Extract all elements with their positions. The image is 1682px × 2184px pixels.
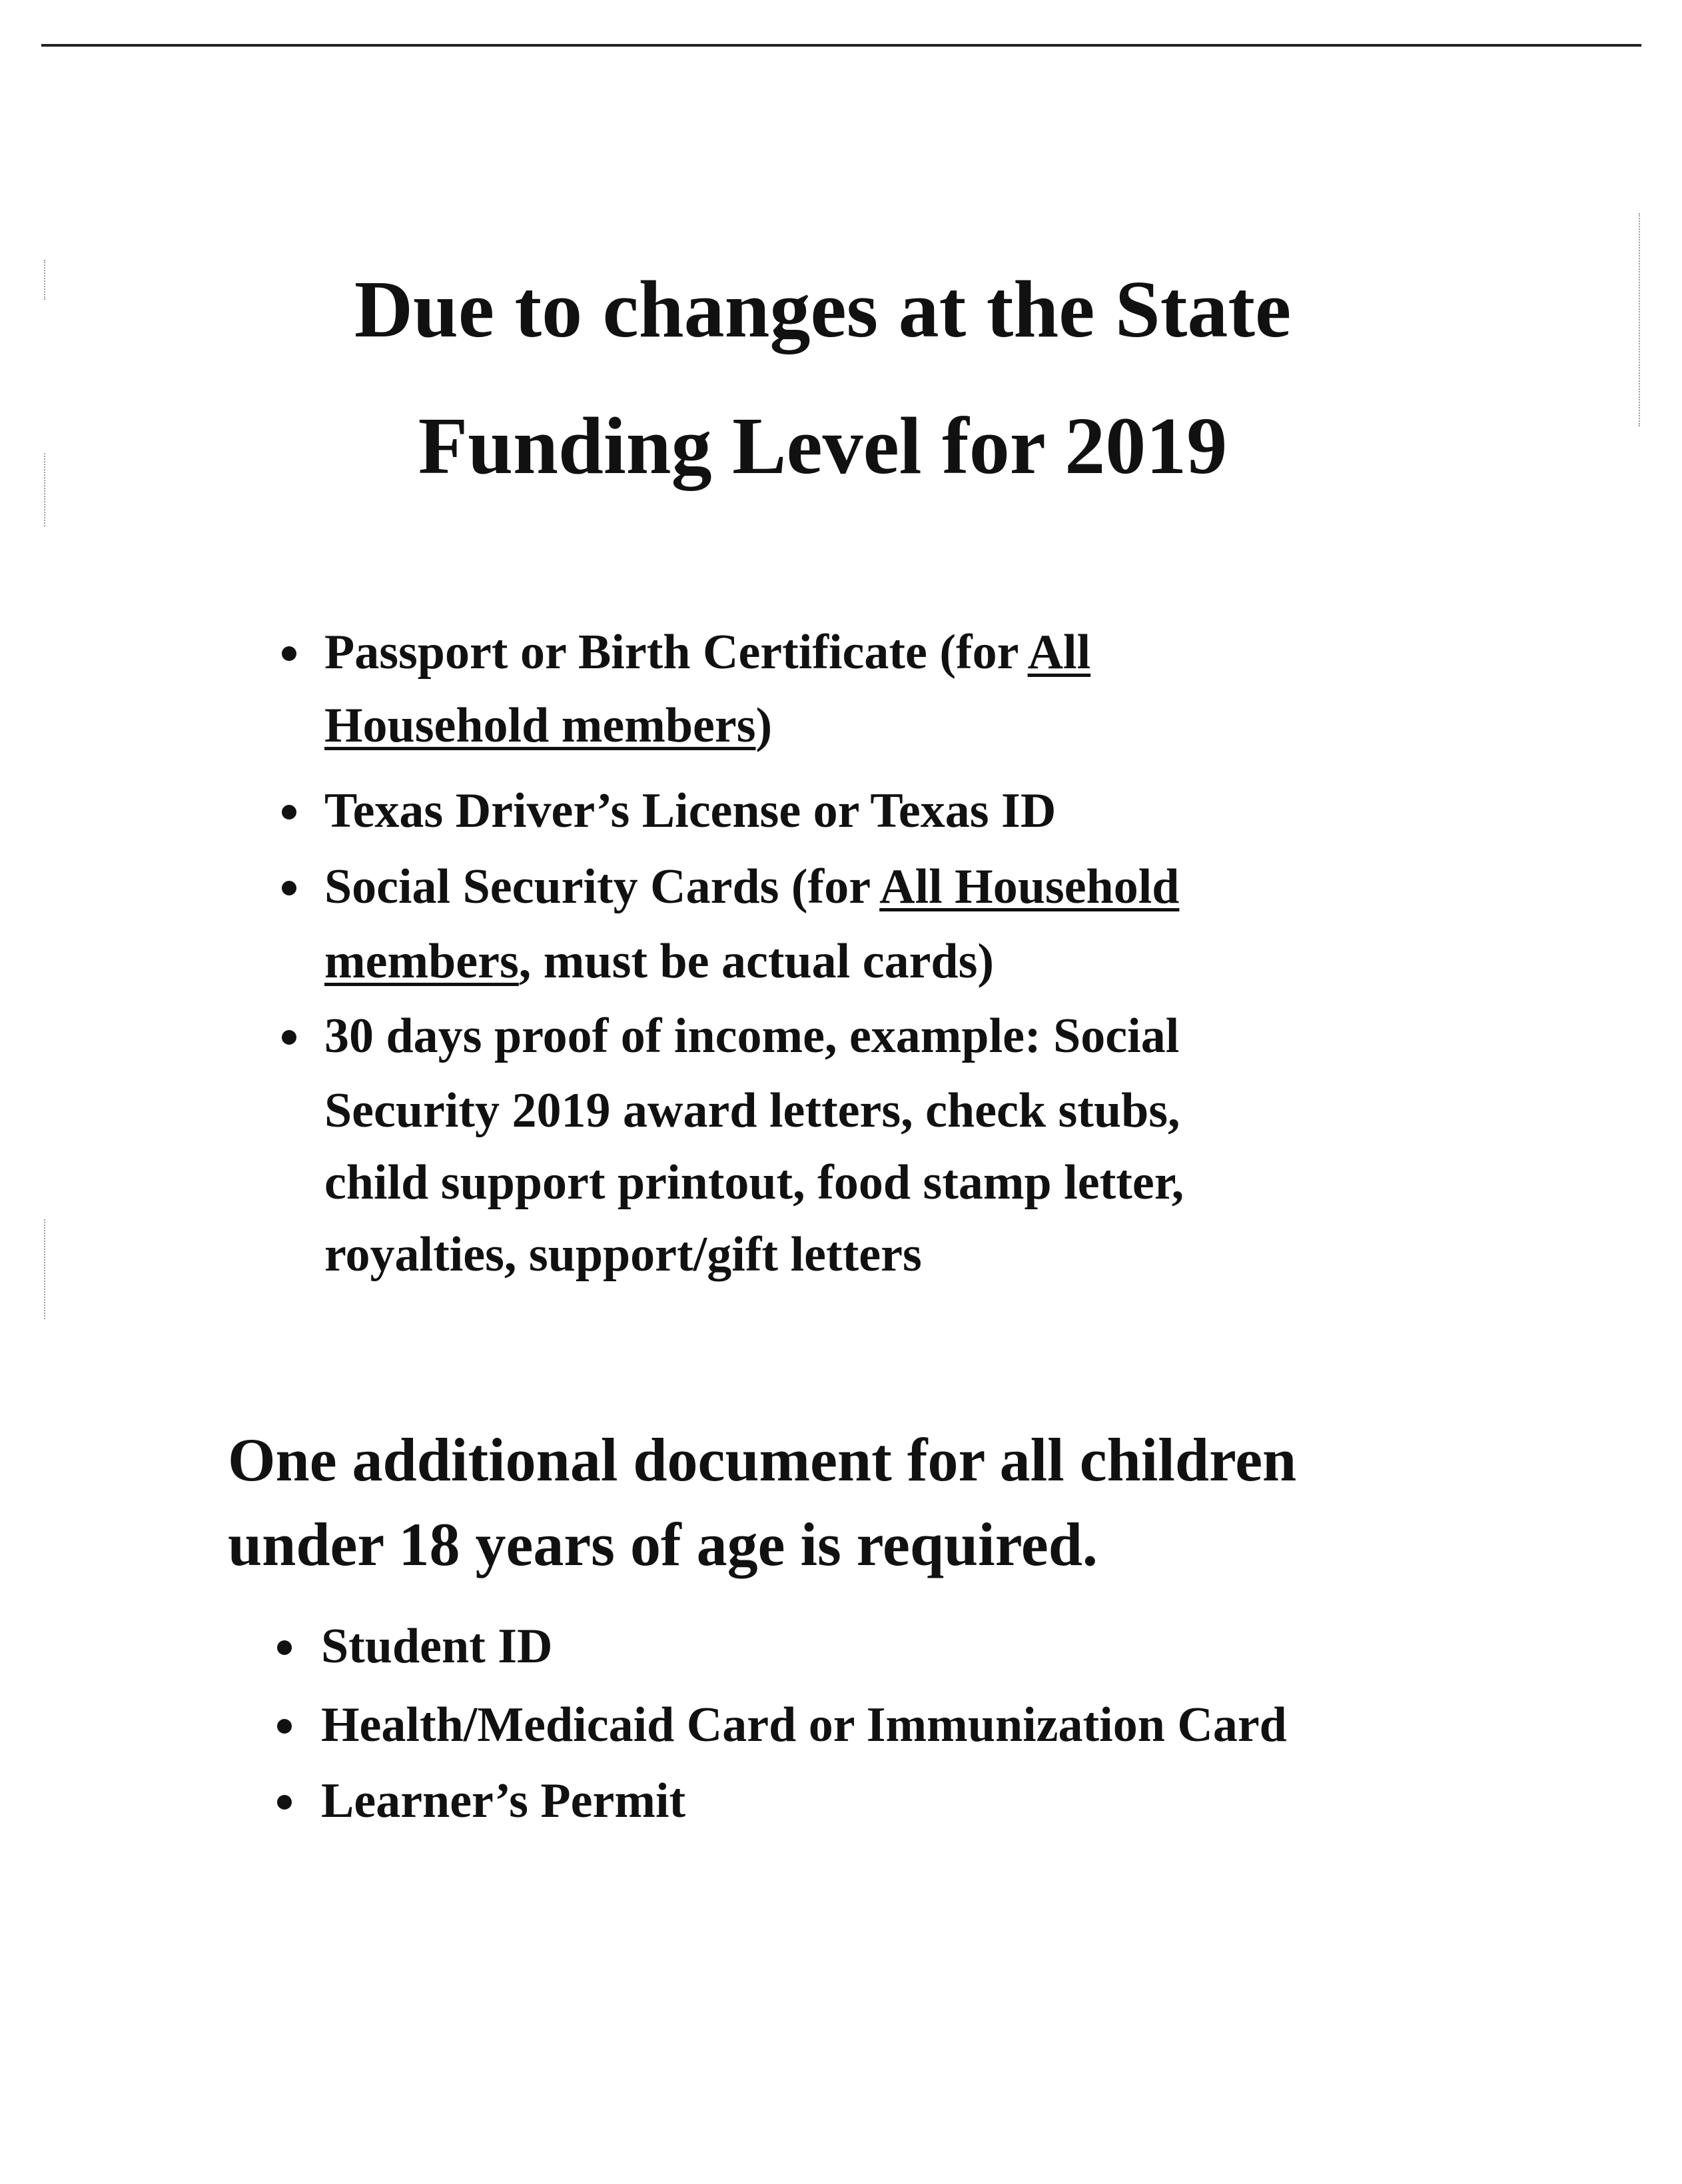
list-item: Learner’s Permit <box>321 1774 686 1828</box>
list-item-continued: Household members) <box>324 698 773 753</box>
bullet-icon <box>282 805 296 819</box>
list-item: 30 days proof of income, example: Social <box>324 1009 1180 1063</box>
list-item: Health/Medicaid Card or Immunization Card <box>321 1698 1287 1752</box>
bullet-icon <box>277 1640 292 1655</box>
page-title-line-2: Funding Level for 2019 <box>418 401 1228 491</box>
bullet-icon <box>282 646 296 661</box>
list-item-continued: members, must be actual cards) <box>324 934 995 989</box>
list-item: Social Security Cards (for All Household <box>324 859 1180 914</box>
bullet-icon <box>277 1795 292 1810</box>
children-heading-line-1: One additional document for all children <box>228 1426 1297 1494</box>
list-item-continued: Security 2019 award letters, check stubs, <box>324 1083 1180 1138</box>
scan-artifact <box>44 1219 47 1319</box>
bullet-icon <box>282 1030 296 1045</box>
page-title-line-1: Due to changes at the State <box>354 265 1292 354</box>
list-item: Passport or Birth Certificate (for All <box>324 625 1091 680</box>
list-item: Student ID <box>321 1619 553 1674</box>
list-item-continued: child support printout, food stamp letter, <box>324 1155 1184 1210</box>
top-rule <box>41 44 1641 47</box>
list-item-continued: royalties, support/gift letters <box>324 1227 922 1282</box>
list-item: Texas Driver’s License or Texas ID <box>324 784 1056 838</box>
bullet-icon <box>282 881 296 895</box>
bullet-icon <box>277 1719 292 1734</box>
children-heading-line-2: under 18 years of age is required. <box>228 1510 1098 1578</box>
